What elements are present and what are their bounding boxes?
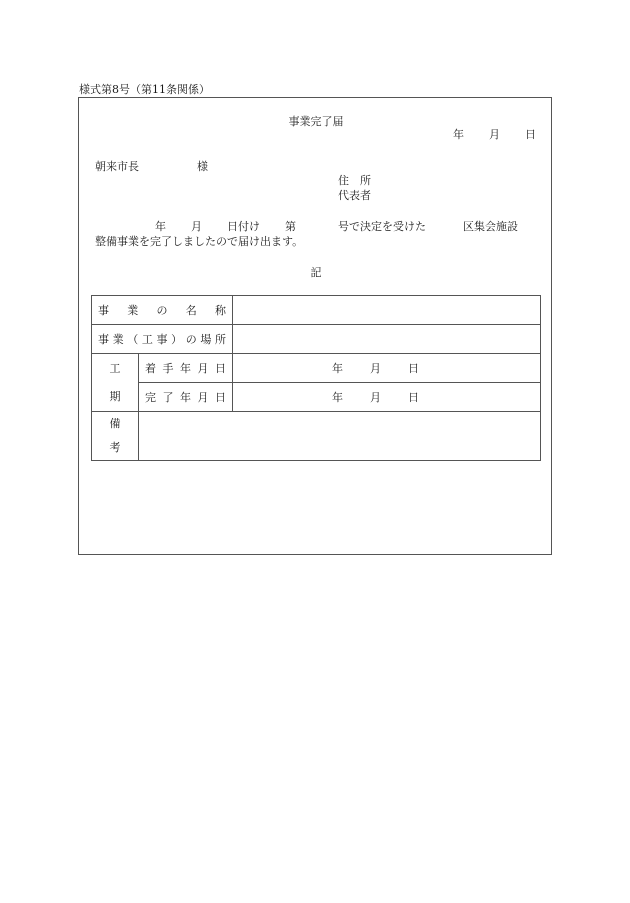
- table-row-start-date: [92, 354, 541, 383]
- date-day-label: 日: [525, 128, 536, 141]
- addressee-honorific: 様: [197, 160, 208, 173]
- submission-date: [453, 128, 536, 142]
- start-month-label: 月: [370, 362, 381, 375]
- body-year: 年: [155, 220, 166, 233]
- document-frame: [78, 97, 552, 555]
- address-label: 住所: [338, 174, 382, 187]
- document-title: 事業完了届: [288, 115, 344, 128]
- table-row-project-name: [92, 296, 541, 325]
- end-year-label: 年: [332, 391, 343, 404]
- start-date-field[interactable]: [233, 354, 541, 383]
- remarks-field[interactable]: [139, 412, 541, 461]
- addressee: [95, 160, 208, 174]
- body-month: 月: [191, 220, 202, 233]
- location-label: 事業（工事）の場所: [92, 325, 233, 354]
- representative-label: 代表者: [338, 189, 371, 202]
- table-row-end-date: [92, 383, 541, 412]
- applicant-representative: [338, 189, 371, 203]
- remarks-label-top: 備: [109, 417, 121, 430]
- location-field[interactable]: [233, 325, 541, 354]
- start-year-label: 年: [332, 362, 343, 375]
- body-number-prefix: 第: [285, 220, 296, 233]
- end-day-label: 日: [408, 391, 419, 404]
- end-month-label: 月: [370, 391, 381, 404]
- body-number-suffix: 号で決定を受けた: [338, 220, 426, 233]
- body-subsidy-name: 区集会施設: [463, 220, 518, 233]
- period-label-top: 工: [109, 361, 121, 375]
- applicant-address: [338, 174, 382, 188]
- body-text-line-2: 整備事業を完了しましたので届け出ます。: [95, 235, 304, 248]
- remarks-label-bottom: 考: [109, 441, 121, 454]
- project-name-field[interactable]: [233, 296, 541, 325]
- start-date-label: 着手年月日: [139, 354, 233, 383]
- period-label: [92, 354, 139, 412]
- body-text-line-1: [95, 220, 538, 234]
- project-name-label: 事業の名称: [92, 296, 233, 325]
- form-number-label: 様式第8号（第11条関係）: [79, 83, 210, 96]
- start-day-label: 日: [408, 362, 419, 375]
- body-date-suffix: 日付け: [227, 220, 260, 233]
- end-date-field[interactable]: [233, 383, 541, 412]
- remarks-label: [92, 412, 139, 461]
- period-label-bottom: 期: [109, 389, 121, 403]
- date-month-label: 月: [489, 128, 500, 141]
- table-row-location: [92, 325, 541, 354]
- addressee-name: 朝来市長: [95, 160, 139, 173]
- details-table: [91, 295, 541, 461]
- date-year-label: 年: [453, 128, 464, 141]
- end-date-label: 完了年月日: [139, 383, 233, 412]
- table-row-remarks: [92, 412, 541, 461]
- ki-heading: 記: [310, 266, 322, 279]
